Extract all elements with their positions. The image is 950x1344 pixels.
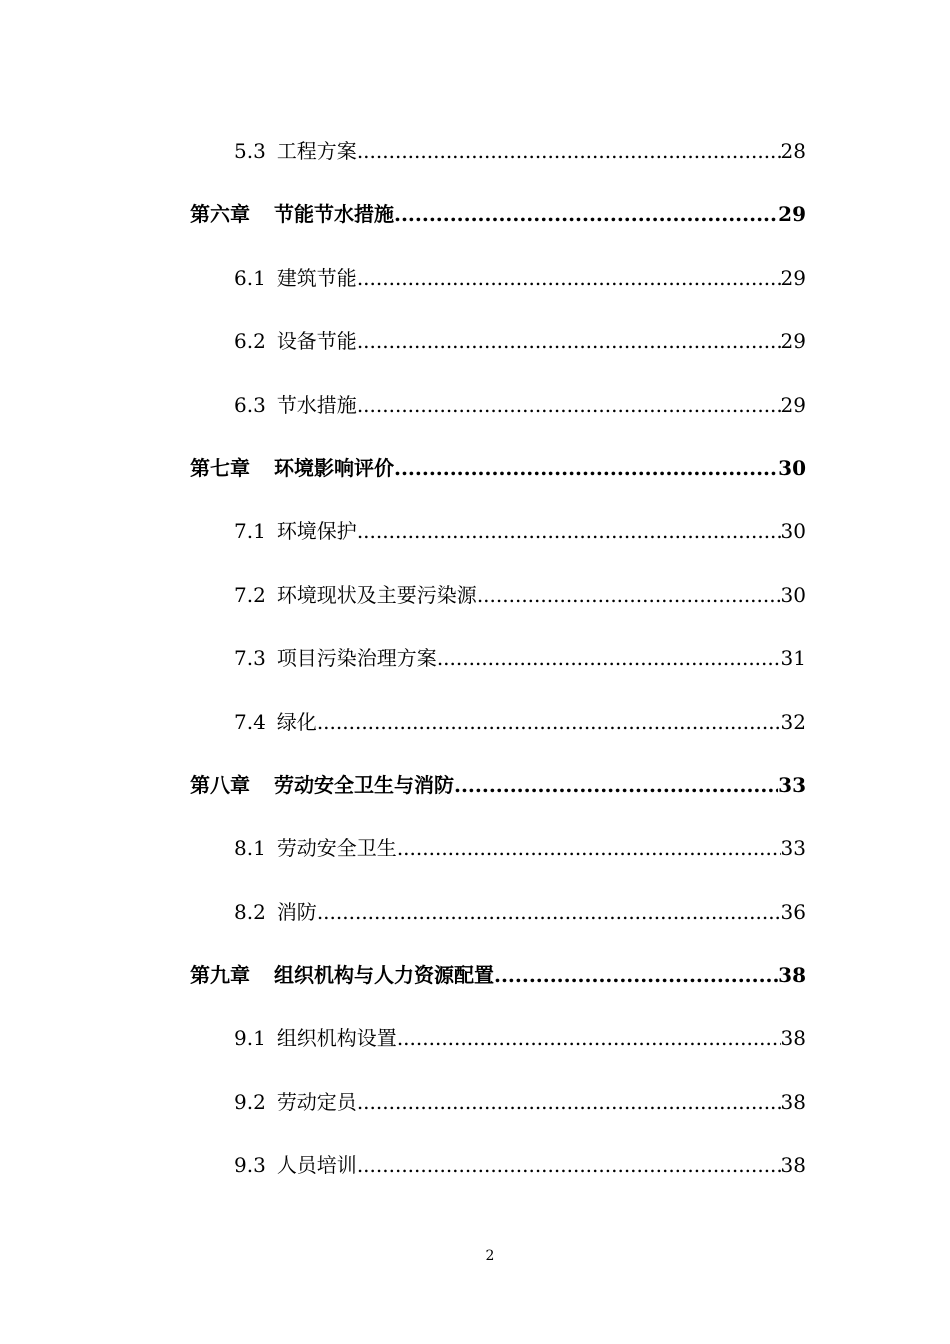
- toc-chapter-number: 第九章: [190, 963, 250, 988]
- toc-entry-number: 6.3: [234, 392, 266, 417]
- table-of-contents: [190, 120, 806, 1198]
- toc-chapter-number: 第六章: [190, 202, 250, 227]
- toc-entry-title: 工程方案: [276, 139, 357, 163]
- toc-entry-9-2[interactable]: [190, 1071, 806, 1134]
- toc-chapter-title: 节能节水措施: [274, 202, 394, 227]
- toc-dot-leader: [494, 944, 778, 1007]
- toc-entry-7-4[interactable]: [190, 691, 806, 754]
- toc-entry-7-1[interactable]: [190, 500, 806, 563]
- toc-entry-8-2[interactable]: [190, 881, 806, 944]
- toc-page-number: 38: [778, 963, 806, 988]
- toc-chapter-7[interactable]: [190, 437, 806, 500]
- toc-page-number: 38: [780, 1153, 806, 1178]
- toc-entry-number: 8.2: [234, 899, 266, 924]
- toc-page-number: 38: [780, 1089, 806, 1114]
- toc-entry-number: 5.3: [234, 139, 266, 163]
- toc-page-number: 38: [780, 1026, 806, 1051]
- toc-page-number: 32: [780, 709, 806, 734]
- toc-dot-leader: [357, 247, 781, 310]
- toc-entry-title: 环境现状及主要污染源: [276, 582, 477, 607]
- toc-page-number: 31: [780, 646, 806, 671]
- toc-entry-number: 9.3: [234, 1153, 266, 1178]
- toc-entry-7-3[interactable]: [190, 627, 806, 690]
- toc-entry-6-1[interactable]: [190, 247, 806, 310]
- toc-page-number: 28: [780, 139, 806, 163]
- toc-dot-leader: [357, 310, 781, 373]
- toc-page-number: 29: [780, 265, 806, 290]
- toc-dot-leader: [394, 437, 778, 500]
- toc-dot-leader: [394, 183, 778, 246]
- toc-chapter-title: 组织机构与人力资源配置: [274, 963, 494, 988]
- toc-entry-number: 6.1: [234, 265, 266, 290]
- page-number: 2: [485, 1248, 495, 1264]
- toc-dot-leader: [357, 120, 781, 183]
- toc-entry-6-2[interactable]: [190, 310, 806, 373]
- toc-page-number: 29: [780, 329, 806, 354]
- toc-chapter-title: 劳动安全卫生与消防: [274, 772, 454, 797]
- toc-page-number: 30: [780, 519, 806, 544]
- toc-entry-7-2[interactable]: [190, 564, 806, 627]
- toc-dot-leader: [397, 1007, 781, 1070]
- toc-entry-title: 劳动安全卫生: [276, 836, 397, 861]
- toc-chapter-number: 第七章: [190, 455, 250, 480]
- toc-entry-9-3[interactable]: [190, 1134, 806, 1197]
- toc-entry-title: 劳动定员: [276, 1089, 357, 1114]
- toc-entry-number: 7.4: [234, 709, 266, 734]
- toc-entry-5-3[interactable]: [190, 120, 806, 183]
- toc-entry-9-1[interactable]: [190, 1007, 806, 1070]
- toc-entry-title: 设备节能: [276, 329, 357, 354]
- toc-entry-title: 建筑节能: [276, 265, 357, 290]
- toc-entry-number: 9.1: [234, 1026, 266, 1051]
- toc-dot-leader: [454, 754, 778, 817]
- toc-dot-leader: [357, 500, 781, 563]
- toc-entry-6-3[interactable]: [190, 374, 806, 437]
- toc-chapter-9[interactable]: [190, 944, 806, 1007]
- toc-entry-number: 7.2: [234, 582, 266, 607]
- toc-entry-number: 8.1: [234, 836, 266, 861]
- toc-chapter-number: 第八章: [190, 772, 250, 797]
- toc-entry-title: 节水措施: [276, 392, 357, 417]
- toc-entry-title: 组织机构设置: [276, 1026, 397, 1051]
- toc-entry-title: 环境保护: [276, 519, 357, 544]
- toc-page-number: 33: [780, 836, 806, 861]
- toc-entry-title: 消防: [276, 899, 317, 924]
- toc-page-number: 30: [780, 582, 806, 607]
- toc-page-number: 30: [778, 455, 806, 480]
- toc-entry-8-1[interactable]: [190, 817, 806, 880]
- toc-page-number: 29: [780, 392, 806, 417]
- toc-dot-leader: [357, 374, 781, 437]
- toc-dot-leader: [357, 1071, 781, 1134]
- toc-dot-leader: [397, 817, 781, 880]
- toc-dot-leader: [317, 691, 781, 754]
- toc-entry-number: 9.2: [234, 1089, 266, 1114]
- toc-dot-leader: [437, 627, 781, 690]
- toc-page-number: 33: [778, 772, 806, 797]
- toc-page-number: 29: [778, 202, 806, 227]
- toc-dot-leader: [317, 881, 781, 944]
- toc-entry-title: 项目污染治理方案: [276, 646, 437, 671]
- toc-chapter-8[interactable]: [190, 754, 806, 817]
- toc-dot-leader: [477, 564, 781, 627]
- toc-chapter-6[interactable]: [190, 183, 806, 246]
- toc-entry-number: 7.1: [234, 519, 266, 544]
- toc-entry-title: 人员培训: [276, 1153, 357, 1178]
- toc-page-number: 36: [780, 899, 806, 924]
- toc-entry-number: 6.2: [234, 329, 266, 354]
- toc-dot-leader: [357, 1134, 781, 1197]
- toc-entry-number: 7.3: [234, 646, 266, 671]
- toc-chapter-title: 环境影响评价: [274, 455, 394, 480]
- toc-entry-title: 绿化: [276, 709, 317, 734]
